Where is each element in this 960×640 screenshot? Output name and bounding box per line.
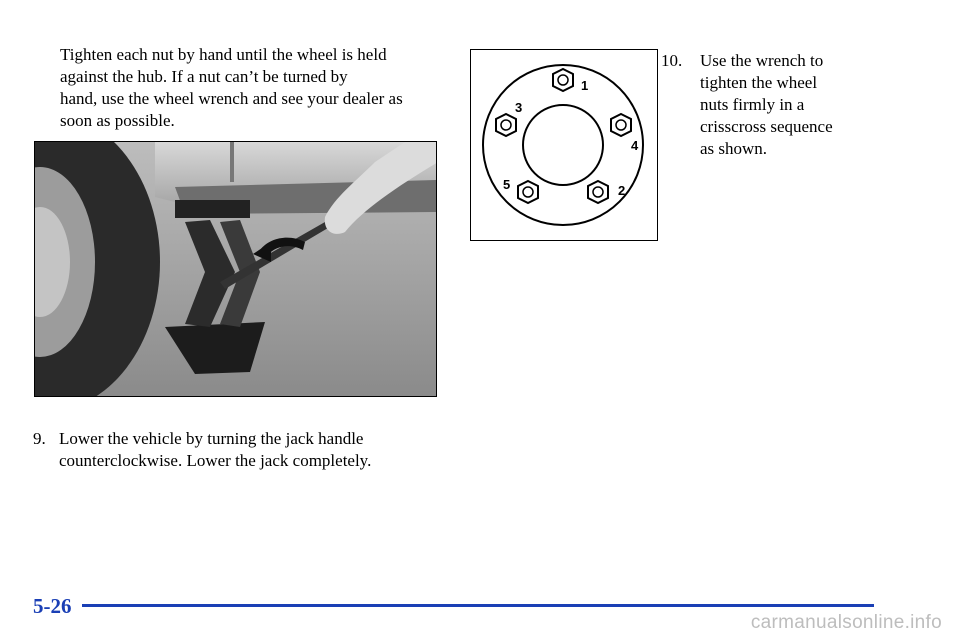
step-line: nuts firmly in a <box>700 95 805 114</box>
lug-nut <box>518 181 538 203</box>
step-line: counterclockwise. Lower the jack completely. <box>59 451 372 470</box>
step-line: Use the wrench to <box>700 51 824 70</box>
page-number: 5-26 <box>33 594 72 618</box>
lug-nut <box>553 69 573 91</box>
intro-line: hand, use the wheel wrench and see your dealer as <box>60 89 403 108</box>
intro-line: soon as possible. <box>60 111 175 130</box>
lug-nut <box>611 114 631 136</box>
intro-line: Tighten each nut by hand until the wheel is held <box>60 45 387 64</box>
intro-line: against the hub. If a nut can’t be turned by <box>60 67 348 86</box>
step-line: Lower the vehicle by turning the jack handle <box>59 429 364 448</box>
step-number: 10. <box>661 51 683 70</box>
step-9 <box>33 428 453 472</box>
lug-nut <box>496 114 516 136</box>
intro-paragraph <box>60 44 440 132</box>
jack-lowering-photo <box>34 141 437 397</box>
step-line: as shown. <box>700 139 768 158</box>
sequence-label-3: 3 <box>515 100 523 115</box>
sequence-label-1: 1 <box>581 78 589 93</box>
sequence-label-2: 2 <box>618 183 626 198</box>
step-10 <box>661 50 921 160</box>
step-number: 9. <box>33 429 46 448</box>
sequence-label-4: 4 <box>631 138 639 153</box>
lug-nut-sequence-diagram <box>470 49 658 241</box>
step-line: tighten the wheel <box>700 73 818 92</box>
step-line: crisscross sequence <box>700 117 833 136</box>
wheel-hub-illustration <box>471 50 656 239</box>
watermark-text: carmanualsonline.info <box>750 612 942 633</box>
footer-divider <box>82 604 874 607</box>
sequence-label-5: 5 <box>503 177 511 192</box>
lug-nut <box>588 181 608 203</box>
jack-photo-illustration <box>35 142 437 397</box>
